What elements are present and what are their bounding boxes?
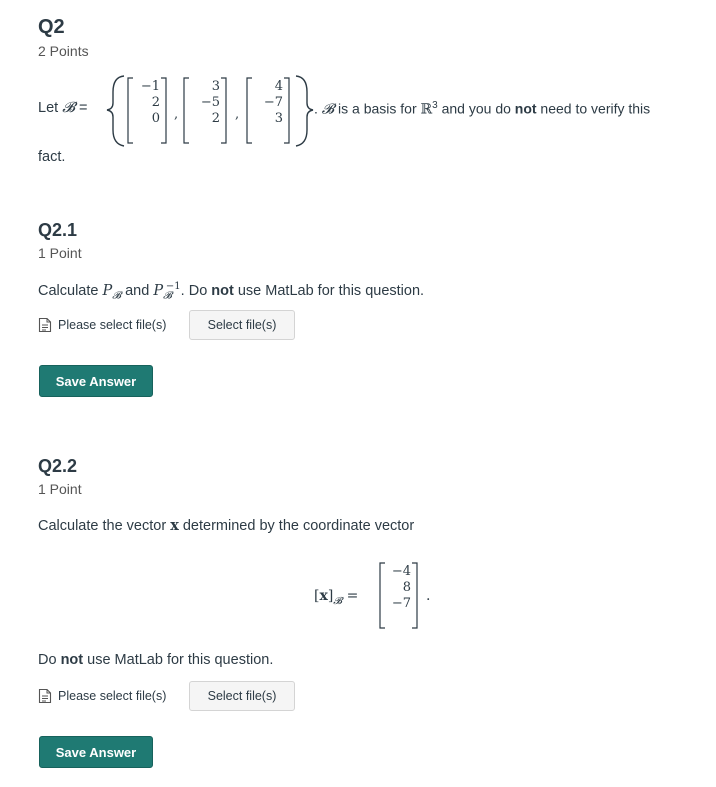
q2-fact: fact. <box>38 149 66 165</box>
q22-title: Q2.2 <box>38 456 78 476</box>
q21-prompt: Calculate $P_𝓑$ and $P_𝓑^{-1}$. Do not use MatLab for this question. <box>38 281 425 302</box>
q21-select-file-button[interactable]: Select file(s) <box>189 310 295 340</box>
svg-text:,: , <box>174 107 179 122</box>
q22-select-file-button[interactable]: Select file(s) <box>189 681 295 711</box>
q2-let: Let 𝓑 = <box>38 100 88 116</box>
basis-set-brackets <box>0 0 716 160</box>
q2-points: 2 Points <box>38 43 89 59</box>
q22-save-answer-button[interactable]: Save Answer <box>39 736 153 768</box>
q2-title: Q2 <box>38 16 65 38</box>
q22-matlab-note: Do not use MatLab for this question. <box>38 652 274 668</box>
q22-prompt: Calculate the vector x determined by the coordinate vector <box>38 517 415 534</box>
q21-points: 1 Point <box>38 245 82 261</box>
file-icon <box>38 317 52 333</box>
svg-text:,: , <box>235 107 240 122</box>
q2-statement: . 𝓑 is a basis for ℝ$^3$ and you do not need to verify this <box>314 100 651 118</box>
file-icon <box>38 688 52 704</box>
q22-points: 1 Point <box>38 481 82 497</box>
coordinate-period: . <box>426 588 431 604</box>
basis-vector-1: −1 2 0 <box>140 79 160 126</box>
basis-vector-3: 4 −7 3 <box>263 79 283 126</box>
coordinate-vector: −4 8 −7 <box>391 564 411 611</box>
q21-file-label: Please select file(s) <box>38 317 166 333</box>
basis-symbol: 𝓑 <box>62 100 75 116</box>
coordinate-vector-lhs: $[x]_𝓑$ = <box>314 588 359 607</box>
q22-file-label: Please select file(s) <box>38 688 166 704</box>
basis-vector-2: 3 −5 2 <box>200 79 220 126</box>
q21-save-answer-button[interactable]: Save Answer <box>39 365 153 397</box>
q21-title: Q2.1 <box>38 220 78 240</box>
reals-symbol: ℝ <box>420 101 433 118</box>
